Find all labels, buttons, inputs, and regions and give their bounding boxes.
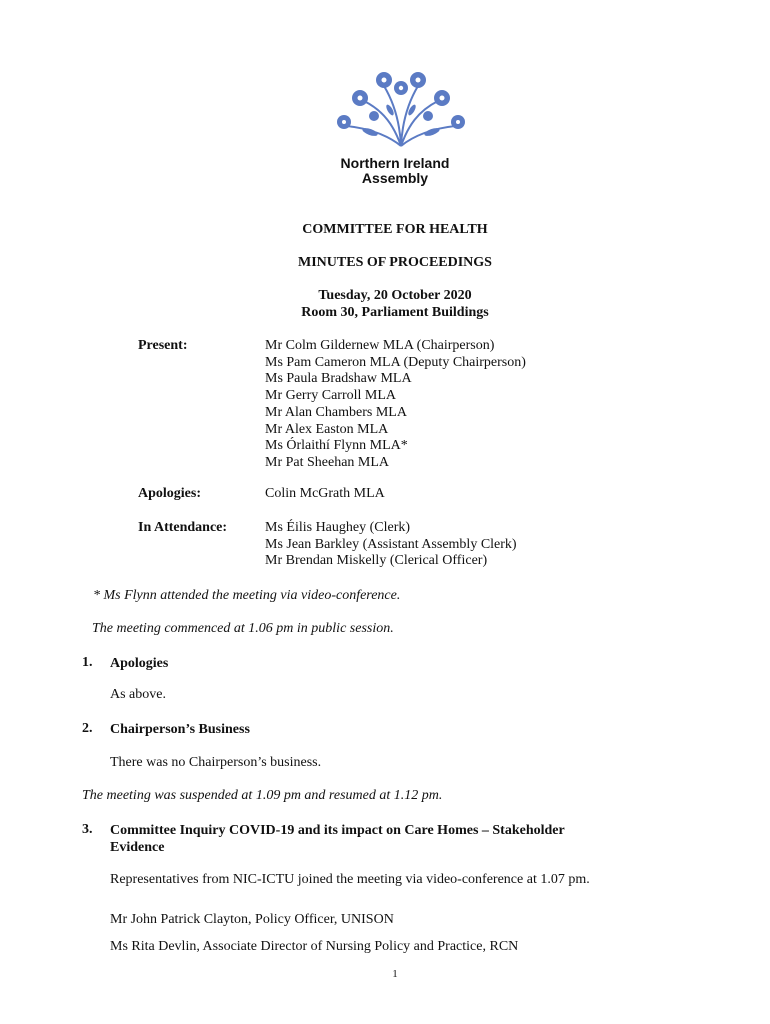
org-name-line2: Assembly: [361, 170, 429, 186]
page-number: 1: [392, 968, 398, 980]
item1-number: 1.: [82, 655, 93, 670]
attendance-name: Ms Éilis Haughey (Clerk): [265, 520, 411, 535]
apologies-label: Apologies:: [138, 486, 201, 501]
present-list: [265, 338, 526, 472]
present-name: Mr Alan Chambers MLA: [265, 404, 407, 420]
committee-title: COMMITTEE FOR HEALTH: [302, 222, 488, 237]
present-name: Mr Pat Sheehan MLA: [265, 454, 390, 470]
item3-witness1: Mr John Patrick Clayton, Policy Officer, UNISON: [110, 912, 394, 927]
present-name: Mr Alex Easton MLA: [265, 421, 389, 437]
item3-number: 3.: [82, 822, 93, 837]
item2-text: There was no Chairperson’s business.: [110, 755, 322, 770]
attendance-label: In Attendance:: [138, 520, 228, 535]
present-name: Mr Gerry Carroll MLA: [265, 388, 397, 404]
meeting-date: Tuesday, 20 October 2020: [318, 288, 472, 303]
item3-heading: [110, 822, 565, 856]
org-name-line1: Northern Ireland: [340, 155, 450, 171]
minutes-subtitle: MINUTES OF PROCEEDINGS: [298, 255, 492, 270]
present-name: Ms Pam Cameron MLA (Deputy Chairperson): [265, 354, 526, 370]
item1-heading: Apologies: [110, 656, 169, 671]
assembly-logo-icon: [334, 66, 468, 148]
commenced-note: The meeting commenced at 1.06 pm in public session.: [92, 621, 394, 636]
item3-witness2: Ms Rita Devlin, Associate Director of Nursing Policy and Practice, RCN: [110, 939, 519, 954]
present-label: Present:: [138, 338, 188, 353]
present-name: Ms Órlaithí Flynn MLA*: [265, 438, 408, 454]
item3-heading-line1: Committee Inquiry COVID-19 and its impact on Care Homes – Stakeholder: [110, 823, 565, 838]
apology-name: Colin McGrath MLA: [265, 486, 385, 501]
item2-number: 2.: [82, 721, 93, 736]
attendance-name: Mr Brendan Miskelly (Clerical Officer): [265, 553, 488, 569]
apologies-list: [265, 486, 385, 503]
attendance-name: Ms Jean Barkley (Assistant Assembly Clerk): [265, 536, 517, 552]
meeting-location: Room 30, Parliament Buildings: [301, 305, 489, 320]
present-name: Ms Paula Bradshaw MLA: [265, 371, 412, 387]
attendance-list: [265, 520, 517, 570]
item3-heading-line2: Evidence: [110, 840, 165, 855]
flynn-note: * Ms Flynn attended the meeting via video-conference.: [93, 588, 401, 603]
suspended-note: The meeting was suspended at 1.09 pm and resumed at 1.12 pm.: [82, 788, 443, 803]
item1-text: As above.: [110, 687, 166, 702]
item3-text: Representatives from NIC-ICTU joined the meeting via video-conference at 1.07 pm.: [110, 872, 590, 887]
item2-heading: Chairperson’s Business: [110, 722, 250, 737]
present-name: Mr Colm Gildernew MLA (Chairperson): [265, 338, 495, 353]
